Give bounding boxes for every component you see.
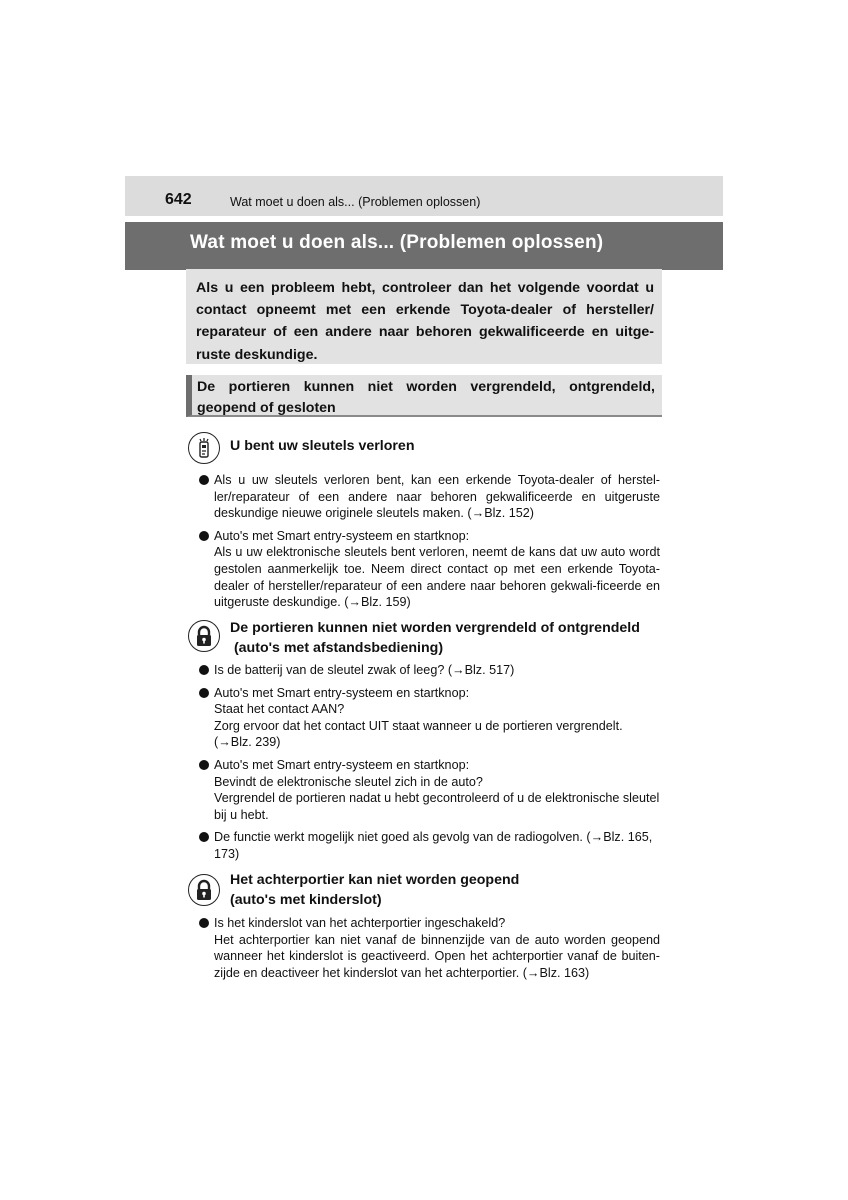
- lock-icon: [188, 874, 220, 906]
- list-item: [198, 915, 660, 981]
- item-line: Staat het contact AAN?: [214, 702, 345, 717]
- item-line: Bevindt de elektronische sleutel zich in de auto?: [214, 774, 483, 789]
- lost-keys-list: [198, 472, 660, 617]
- item-line: Als u uw elektronische sleutels bent verloren, neemt de kans dat uw auto wordt gestolen aanmerkelijk toe. Neem direct contact op met een erkende Toyota-dealer of hersteller/reparateur of een andere naar behoren gekwali-ficeerde en uitgeruste deskundige. (→Blz. 159): [214, 545, 660, 610]
- back-door-list: [198, 915, 660, 987]
- list-item: [198, 757, 660, 823]
- heading-line: (auto's met afstandsbediening): [230, 640, 444, 656]
- lock-problem-list: [198, 662, 660, 869]
- lock-icon: [188, 620, 220, 652]
- back-door-heading: [230, 870, 519, 910]
- section-heading: De portieren kunnen niet worden vergrendeld, ontgrendeld, geopend of gesloten: [197, 379, 655, 416]
- item-line: Auto's met Smart entry-systeem en startknop:: [214, 528, 470, 543]
- heading-line: U bent uw sleutels verloren: [230, 438, 415, 454]
- list-item: [198, 528, 660, 611]
- item-line: Het achterportier kan niet vanaf de binnenzijde van de auto worden geopend wanneer het kinderslot is geactiveerd. Open het achterportier vanaf de buiten-zijde en deactiveer het kinderslot van het achterportier. (→Blz. 163): [214, 932, 660, 980]
- heading-line: (auto's met kinderslot): [230, 892, 382, 908]
- list-item: [198, 662, 660, 679]
- item-line: Is de batterij van de sleutel zwak of leeg? (→Blz. 517): [214, 663, 515, 677]
- intro-text: Als u een probleem hebt, controleer dan het volgende voordat u contact opneemt met een erkende Toyota-dealer of hersteller/ reparateur of een andere naar behoren gekwalificeerde en uitge-ruste deskundige.: [196, 280, 654, 363]
- list-item: [198, 472, 660, 522]
- item-line: Zorg ervoor dat het contact UIT staat wanneer u de portieren vergrendelt. (→Blz. 239): [214, 718, 623, 750]
- list-item: [198, 829, 660, 862]
- item-line: Auto's met Smart entry-systeem en startknop:: [214, 757, 470, 772]
- item-line: De functie werkt mogelijk niet goed als gevolg van de radiogolven. (→Blz. 165, 173): [214, 830, 653, 861]
- page-title: Wat moet u doen als... (Problemen oplossen): [190, 232, 604, 253]
- item-line: Als u uw sleutels verloren bent, kan een erkende Toyota-dealer of herstel-ler/reparateur of een andere naar behoren gekwalificeerde en uitgeruste deskundige nieuwe originele sleutels maken. (→Blz. 152): [214, 473, 660, 521]
- heading-line: De portieren kunnen niet worden vergrendeld of ontgrendeld: [230, 620, 640, 636]
- heading-line: Het achterportier kan niet worden geopend: [230, 872, 520, 888]
- item-line: Vergrendel de portieren nadat u hebt gecontroleerd of u de elektronische sleutel bij u hebt.: [214, 791, 660, 822]
- item-line: Auto's met Smart entry-systeem en startknop:: [214, 685, 470, 700]
- running-head: Wat moet u doen als... (Problemen oplossen): [230, 195, 481, 209]
- lock-problem-heading: [230, 618, 640, 658]
- list-item: [198, 685, 660, 751]
- key-icon: [188, 432, 220, 464]
- item-line: Is het kinderslot van het achterportier ingeschakeld?: [214, 916, 506, 930]
- page-number: 642: [165, 191, 192, 208]
- lost-keys-heading: [230, 436, 415, 456]
